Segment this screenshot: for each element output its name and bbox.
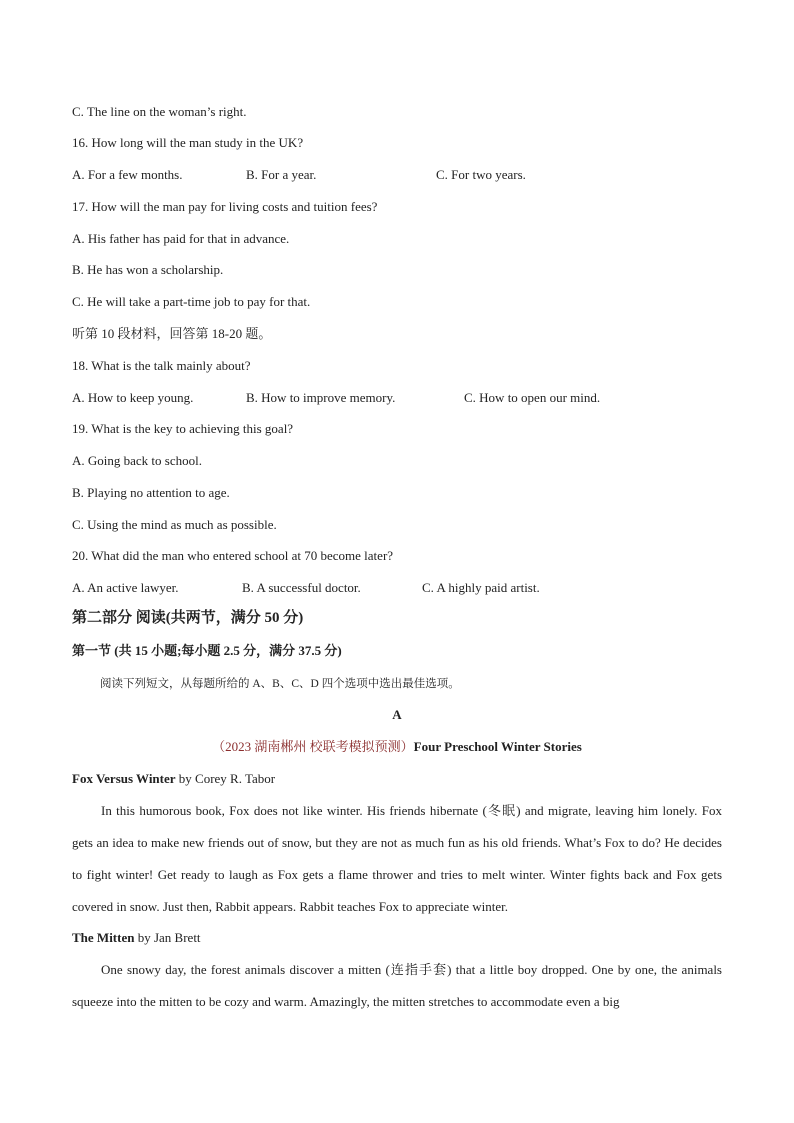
passage-heading xyxy=(0,739,794,755)
section10-intro: 听第 10 段材料，回答第 18-20 题。 xyxy=(72,326,272,341)
book-2-heading xyxy=(72,930,201,946)
book-2-author: by Jan Brett xyxy=(134,930,201,945)
reading-instruction: 阅读下列短文，从每题所给的 A、B、C、D 四个选项中选出最佳选项。 xyxy=(100,678,460,690)
passage-title: Four Preschool Winter Stories xyxy=(413,739,582,754)
q18-option-a: A. How to keep young. xyxy=(72,390,194,405)
q20-option-a: A. An active lawyer. xyxy=(72,580,179,595)
book-1-heading xyxy=(72,771,275,787)
q20-option-b: B. A successful doctor. xyxy=(242,580,361,595)
q18-option-c: C. How to open our mind. xyxy=(464,390,601,405)
q19-option-b: B. Playing no attention to age. xyxy=(72,485,230,500)
q20-question: 20. What did the man who entered school at 70 become later? xyxy=(72,548,394,563)
book-1-title: Fox Versus Winter xyxy=(72,771,176,786)
book-1-author: by Corey R. Tabor xyxy=(175,771,276,786)
q18-question: 18. What is the talk mainly about? xyxy=(72,358,251,373)
q18-option-b: B. How to improve memory. xyxy=(246,390,396,405)
q19-option-c: C. Using the mind as much as possible. xyxy=(72,517,277,532)
q17-option-a: A. His father has paid for that in advance. xyxy=(72,231,290,246)
q17-option-b: B. He has won a scholarship. xyxy=(72,262,224,277)
q17-option-c: C. He will take a part-time job to pay for that. xyxy=(72,294,311,309)
book-2-title: The Mitten xyxy=(72,930,135,945)
q16-option-a: A. For a few months. xyxy=(72,167,183,182)
passage-letter: A xyxy=(392,707,402,722)
reading-part-title: 第二部分 阅读(共两节，满分 50 分) xyxy=(72,610,304,626)
q19-option-a: A. Going back to school. xyxy=(72,453,202,468)
q15-option-c: C. The line on the woman’s right. xyxy=(72,104,247,119)
q20-option-c: C. A highly paid artist. xyxy=(422,580,540,595)
q16-option-b: B. For a year. xyxy=(246,167,317,182)
q16-option-c: C. For two years. xyxy=(436,167,526,182)
q16-question: 16. How long will the man study in the UK? xyxy=(72,135,304,150)
book-2-paragraph: One snowy day, the forest animals discover a mitten (连指手套) that a little boy dropped. One by one, the animals squeeze into the mitten to be cozy and warm. Amazingly, the mitten stretches to accommodate even a big xyxy=(72,962,722,1009)
q19-question: 19. What is the key to achieving this goal? xyxy=(72,421,294,436)
q17-question: 17. How will the man pay for living costs and tuition fees? xyxy=(72,199,378,214)
passage-source: （2023 湖南郴州 校联考模拟预测） xyxy=(212,739,414,754)
reading-section-title: 第一节 (共 15 小题;每小题 2.5 分，满分 37.5 分) xyxy=(72,643,342,658)
book-1-paragraph: In this humorous book, Fox does not like winter. His friends hibernate (冬眠) and migrate, leaving him lonely. Fox gets an idea to make new friends out of snow, but they are not as much fun as his old friends. What’s Fox to do? He decides to fight winter! Get ready to laugh as Fox gets a flame thrower and tries to melt winter. Winter fights back and Fox gets covered in snow. Just then, Rabbit appears. Rabbit teaches Fox to appreciate winter. xyxy=(72,803,722,914)
